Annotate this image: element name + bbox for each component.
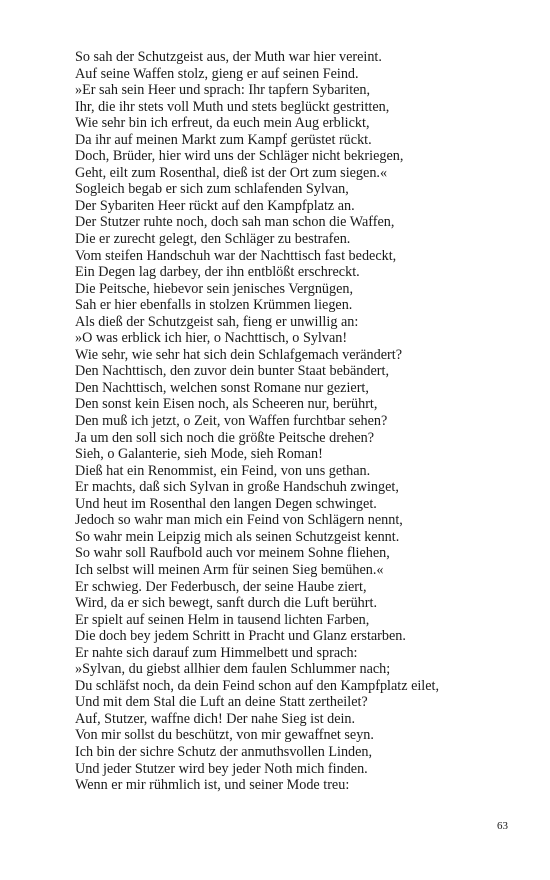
verse-line: Er machts, daß sich Sylvan in große Handschuh zwinget,	[75, 479, 399, 496]
verse-line: Ja um den soll sich noch die größte Peitsche drehen?	[75, 429, 375, 446]
verse-line: »Er sah sein Heer und sprach: Ihr tapfern Sybariten,	[75, 82, 371, 99]
verse-line: Doch, Brüder, hier wird uns der Schläger nicht bekriegen,	[75, 148, 404, 165]
verse-line: Die doch bey jedem Schritt in Pracht und Glanz erstarben.	[75, 628, 406, 645]
page-number: 63	[497, 820, 508, 832]
verse-line: Der Stutzer ruhte noch, doch sah man schon die Waffen,	[75, 214, 395, 231]
verse-line: Er spielt auf seinen Helm in tausend lichten Farben,	[75, 611, 370, 628]
verse-line: Vom steifen Handschuh war der Nachttisch fast bedeckt,	[75, 247, 397, 264]
verse-line: Du schläfst noch, da dein Feind schon auf den Kampfplatz eilet,	[75, 677, 440, 694]
poem-text	[75, 49, 535, 794]
verse-line: So wahr mein Leipzig mich als seinen Schutzgeist kennt.	[75, 528, 400, 545]
verse-line: Er nahte sich darauf zum Himmelbett und sprach:	[75, 644, 358, 661]
verse-line: Den Nachttisch, den zuvor dein bunter Staat bebändert,	[75, 363, 389, 380]
verse-line: »O was erblick ich hier, o Nachttisch, o Sylvan!	[75, 330, 348, 347]
verse-line: Geht, eilt zum Rosenthal, dieß ist der Ort zum siegen.«	[75, 164, 388, 181]
verse-line: Von mir sollst du beschützt, von mir gewaffnet seyn.	[75, 727, 374, 744]
verse-line: Der Sybariten Heer rückt auf den Kampfplatz an.	[75, 197, 355, 214]
verse-line: Ich bin der sichre Schutz der anmuthsvollen Linden,	[75, 743, 373, 760]
verse-line: »Sylvan, du giebst allhier dem faulen Schlummer nach;	[75, 661, 391, 678]
verse-line: Die Peitsche, hiebevor sein jenisches Vergnügen,	[75, 280, 354, 297]
verse-line: Da ihr auf meinen Markt zum Kampf gerüstet rückt.	[75, 131, 372, 148]
verse-line: Wie sehr, wie sehr hat sich dein Schlafgemach verändert?	[75, 346, 403, 363]
verse-line: Sogleich begab er sich zum schlafenden Sylvan,	[75, 181, 349, 198]
verse-line: Den Nachttisch, welchen sonst Romane nur geziert,	[75, 379, 369, 396]
verse-line: Sieh, o Galanterie, sieh Mode, sieh Roman!	[75, 446, 323, 463]
verse-line: Und mit dem Stal die Luft an deine Statt zertheilet?	[75, 694, 368, 711]
verse-line: Wenn er mir rühmlich ist, und seiner Mode treu:	[75, 777, 350, 794]
verse-line: Den sonst kein Eisen noch, als Scheeren nur, berührt,	[75, 396, 378, 413]
verse-line: Wie sehr bin ich erfreut, da euch mein Aug erblickt,	[75, 115, 370, 132]
verse-line: Auf seine Waffen stolz, gieng er auf seinen Feind.	[75, 65, 359, 82]
verse-line: So wahr soll Raufbold auch vor meinem Sohne fliehen,	[75, 545, 390, 562]
verse-line: Als dieß der Schutzgeist sah, fieng er unwillig an:	[75, 313, 359, 330]
verse-line: Ich selbst will meinen Arm für seinen Sieg bemühen.«	[75, 561, 384, 578]
verse-line: Er schwieg. Der Federbusch, der seine Haube ziert,	[75, 578, 367, 595]
verse-line: Jedoch so wahr man mich ein Feind von Schlägern nennt,	[75, 512, 403, 529]
verse-line: So sah der Schutzgeist aus, der Muth war hier vereint.	[75, 49, 382, 65]
verse-line: Wird, da er sich bewegt, sanft durch die Luft berührt.	[75, 595, 377, 612]
verse-line: Ein Degen lag darbey, der ihn entblößt erschreckt.	[75, 264, 360, 281]
verse-line: Sah er hier ebenfalls in stolzen Krümmen liegen.	[75, 297, 353, 314]
verse-line: Und heut im Rosenthal den langen Degen schwinget.	[75, 495, 377, 512]
verse-line: Die er zurecht gelegt, den Schläger zu bestrafen.	[75, 231, 351, 248]
verse-line: Und jeder Stutzer wird bey jeder Noth mich finden.	[75, 760, 368, 777]
verse-line: Dieß hat ein Renommist, ein Feind, von uns gethan.	[75, 462, 371, 479]
verse-line: Auf, Stutzer, waffne dich! Der nahe Sieg ist dein.	[75, 710, 356, 727]
verse-line: Ihr, die ihr stets voll Muth und stets beglückt gestritten,	[75, 98, 390, 115]
verse-line: Den muß ich jetzt, o Zeit, von Waffen furchtbar sehen?	[75, 413, 388, 430]
